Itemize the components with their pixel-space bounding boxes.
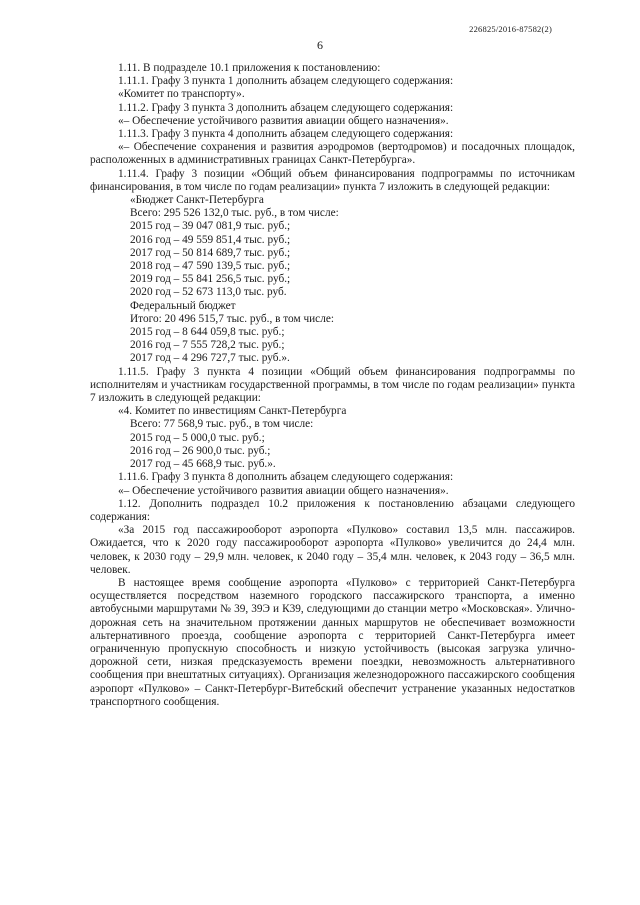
document-body: [90, 62, 575, 709]
paragraph-quote-transport: «Комитет по транспорту».: [118, 88, 245, 101]
budget-invest-list: [90, 405, 575, 471]
budget-spb-year: 2016 год – 49 559 851,4 тыс. руб.;: [130, 233, 291, 246]
budget-spb-year: 2020 год – 52 673 113,0 тыс. руб.: [130, 286, 287, 299]
budget-invest-title: «4. Комитет по инвестициям Санкт-Петербурга: [118, 405, 347, 418]
budget-invest-year: 2015 год – 5 000,0 тыс. руб.;: [130, 431, 265, 444]
paragraph-1-11-4: 1.11.4. Графу 3 позиции «Общий объем финансирования подпрограммы по источникам финансирования, в том числе по годам реализации» пункта 7 изложить в следующей редакции:: [90, 167, 575, 193]
page-number: 6: [317, 38, 323, 52]
budget-federal-list: [90, 300, 575, 366]
budget-invest-year: 2016 год – 26 900,0 тыс. руб.;: [130, 444, 271, 457]
paragraph-1-12: 1.12. Дополнить подраздел 10.2 приложения к постановлению абзацами следующего содержания:: [90, 497, 575, 523]
budget-federal-year: 2017 год – 4 296 727,7 тыс. руб.».: [130, 352, 290, 365]
budget-federal-year: 2016 год – 7 555 728,2 тыс. руб.;: [130, 339, 285, 352]
budget-spb-year: 2017 год – 50 814 689,7 тыс. руб.;: [130, 246, 291, 259]
paragraph-1-11-5: 1.11.5. Графу 3 пункта 4 позиции «Общий объем финансирования подпрограммы по исполнителям и участникам государственной программы, в том числе по годам реализации» пункта 7 изложить в следующей редакции:: [90, 365, 575, 405]
budget-federal-title: Федеральный бюджет: [130, 299, 236, 312]
budget-federal-total: Итого: 20 496 515,7 тыс. руб., в том числе:: [130, 312, 334, 325]
paragraph-pulkovo-traffic: «За 2015 год пассажирооборот аэропорта «Пулково» составил 13,5 млн. пассажиров. Ожидается, что к 2020 году пассажирооборот аэропорта «Пулково» увеличится до 24,4 млн. человек, к 2030 году – 29,9 млн. человек, к 2040 году – 35,4 млн. человек, к 2043 году – 36,5 млн. человек.: [90, 524, 575, 576]
budget-invest-year: 2017 год – 45 668,9 тыс. руб.».: [130, 458, 276, 471]
paragraph-quote-aviation: «– Обеспечение устойчивого развития авиации общего назначения».: [118, 114, 449, 127]
budget-spb-year: 2019 год – 55 841 256,5 тыс. руб.;: [130, 273, 291, 286]
paragraph-1-11-1: 1.11.1. Графу 3 пункта 1 дополнить абзацем следующего содержания:: [118, 75, 454, 88]
budget-invest-total: Всего: 77 568,9 тыс. руб., в том числе:: [130, 418, 314, 431]
paragraph-quote-aerodromes: «– Обеспечение сохранения и развития аэродромов (вертодромов) и посадочных площадок, расположенных в административных границах Санкт-Петербурга».: [90, 141, 575, 167]
paragraph-1-11: 1.11. В подразделе 10.1 приложения к постановлению:: [118, 62, 381, 74]
budget-spb-year: 2015 год – 39 047 081,9 тыс. руб.;: [130, 220, 291, 233]
budget-spb-total: Всего: 295 526 132,0 тыс. руб., в том числе:: [130, 207, 339, 220]
paragraph-quote-aviation-2: «– Обеспечение устойчивого развития авиации общего назначения».: [118, 484, 449, 497]
budget-spb-title: «Бюджет Санкт-Петербурга: [130, 194, 264, 207]
paragraph-pulkovo-transport: В настоящее время сообщение аэропорта «Пулково» с территорией Санкт-Петербурга осуществляется посредством наземного городского пассажирского транспорта, а именно автобусными маршрутами № 39, 39Э и К39, следующими до станции метро «Московская». Улично-дорожная сеть на значительном протяжении данных маршрутов не обеспечивает возможности альтернативного проезда, сообщение аэропорта с территорией Санкт-Петербурга имеет ограниченную пропускную способность и низкую устойчивость (высокая загрузка улично-дорожной сети, низкая предсказуемость времени поездки, невозможность альтернативного сообщения при внештатных ситуациях). Организация железнодорожного пассажирского сообщения аэропорт «Пулково» – Санкт-Петербург-Витебский обеспечит устранение указанных недостатков транспортного сообщения.: [90, 576, 575, 708]
paragraph-1-11-3: 1.11.3. Графу 3 пункта 4 дополнить абзацем следующего содержания:: [118, 128, 454, 141]
paragraph-1-11-6: 1.11.6. Графу 3 пункта 8 дополнить абзацем следующего содержания:: [118, 471, 454, 484]
paragraph-1-11-2: 1.11.2. Графу 3 пункта 3 дополнить абзацем следующего содержания:: [118, 101, 454, 114]
budget-spb-year: 2018 год – 47 590 139,5 тыс. руб.;: [130, 260, 291, 273]
budget-federal-year: 2015 год – 8 644 059,8 тыс. руб.;: [130, 326, 285, 339]
budget-spb-list: [90, 194, 575, 300]
document-id: 226825/2016-87582(2): [469, 24, 552, 34]
